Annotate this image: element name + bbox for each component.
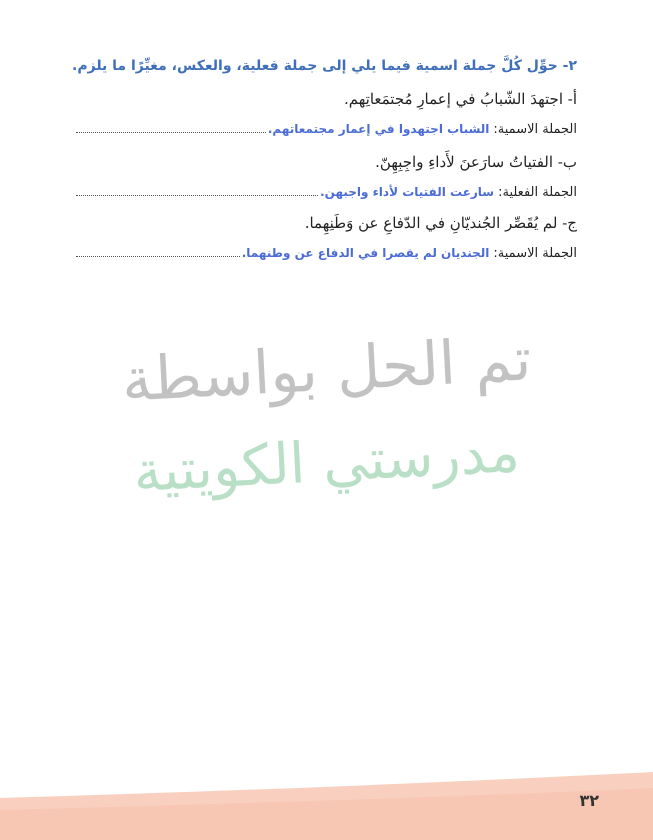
answer-dotted-line-a bbox=[76, 123, 266, 133]
answer-dotted-line-c bbox=[76, 247, 240, 257]
sentence-a: أ- اجتهدَ الشّبابُ في إعمارِ مُجتمَعاتِهم. bbox=[343, 90, 577, 108]
answer-row-b bbox=[76, 185, 577, 200]
answer-dotted-line-b bbox=[76, 186, 318, 196]
sentence-c: ج- لم يُقَصِّر الجُنديّانِ في الدّفاعِ عن وَطَنِهِما. bbox=[304, 214, 577, 232]
answer-row-c bbox=[76, 246, 577, 261]
question-title: ٢- حوِّل كُلَّ جملة اسمية فيما يلي إلى جملة فعلية، والعكس، مغيِّرًا ما يلزم. bbox=[72, 58, 577, 74]
footer-wave-decoration bbox=[0, 770, 653, 840]
answer-row-a bbox=[76, 122, 577, 137]
watermark-line-1: تم الحل بواسطة bbox=[119, 324, 534, 416]
page-number: ٣٢ bbox=[579, 791, 599, 810]
answer-text-c: الجنديان لم يقصرا في الدفاع عن وطنهما. bbox=[241, 246, 490, 260]
sentence-b: ب- الفتياتُ سارَعنَ لأَداءِ واجِبِهِنّ. bbox=[375, 153, 577, 171]
watermark-line-2: مدرستي الكويتية bbox=[131, 419, 522, 506]
answer-label-b: الجملة الفعلية: bbox=[498, 185, 577, 200]
answer-text-b: سارعت الفتيات لأداء واجبهن. bbox=[320, 185, 495, 199]
answer-label-a: الجملة الاسمية: bbox=[493, 122, 577, 137]
answer-text-a: الشباب اجتهدوا في إعمار مجتمعاتهم. bbox=[267, 122, 490, 136]
answer-label-c: الجملة الاسمية: bbox=[493, 246, 577, 261]
